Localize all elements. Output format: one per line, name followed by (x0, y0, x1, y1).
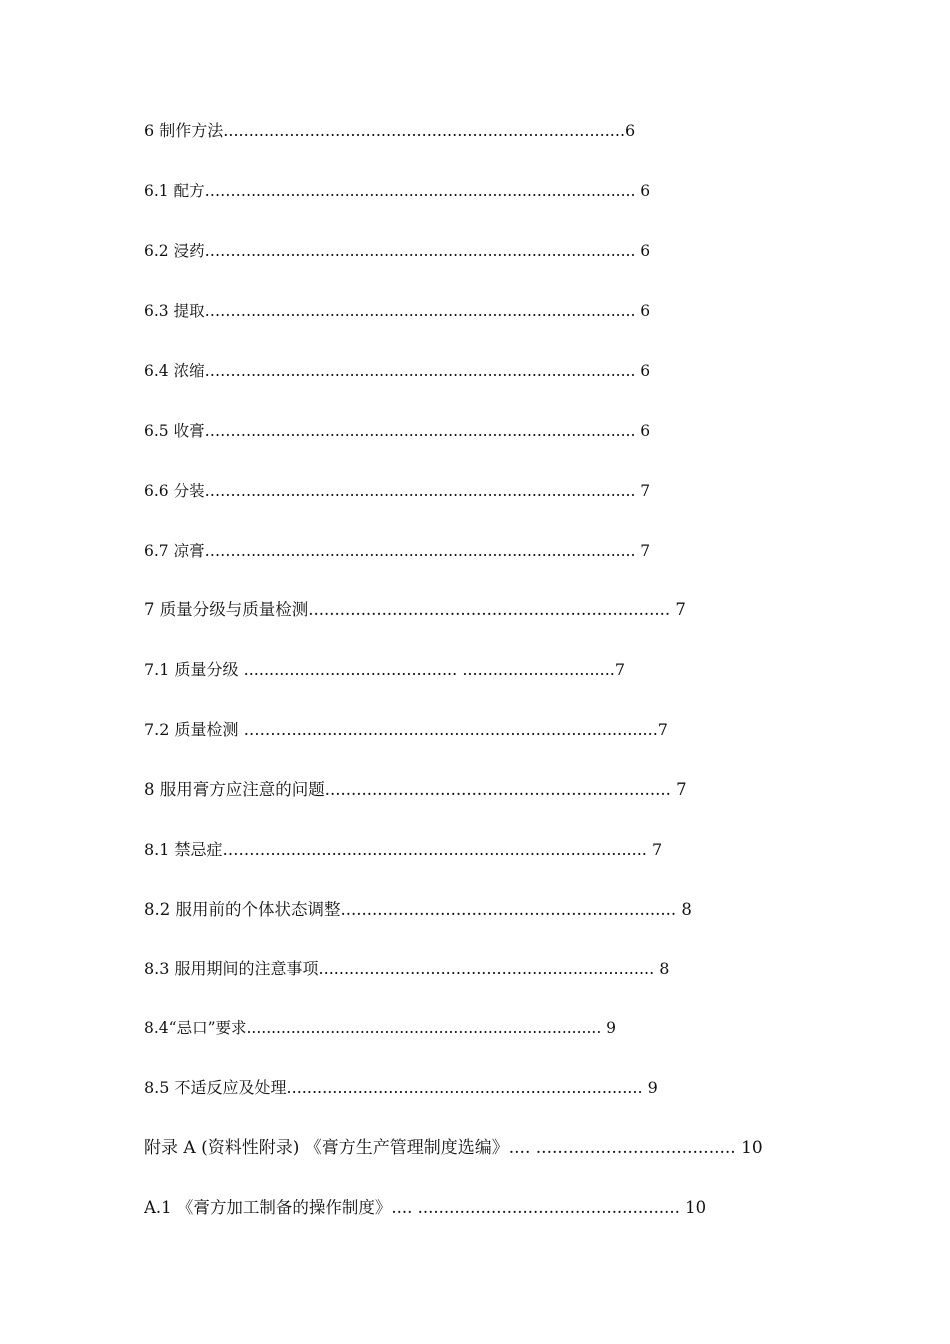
toc-entry-7-1[interactable]: 7.1 质量分级 .......................................... ..............................7 (144, 660, 626, 679)
toc-entry-6-6[interactable]: 6.6 分装……….............................................................................. 7 (144, 482, 651, 500)
toc-entry-8-3[interactable]: 8.3 服用期间的注意事项.................................................................. 8 (144, 959, 670, 978)
toc-entry-6-2[interactable]: 6.2 浸药……….............................................................................. 6 (144, 242, 651, 260)
toc-entry-8-4[interactable]: 8.4“忌口”要求........................................................................ 9 (144, 1019, 617, 1037)
toc-entry-6[interactable]: 6 制作方法...............................................................................6 (144, 121, 636, 140)
toc-entry-8-1[interactable]: 8.1 禁忌症……….......................................................................... 7 (144, 840, 662, 859)
toc-entry-appendix-a[interactable]: 附录 A (资料性附录) 《膏方生产管理制度选编》.... ..................................... 10 (144, 1138, 763, 1158)
toc-entry-7-2[interactable]: 7.2 质量检测 ………........................................................................7 (144, 720, 668, 739)
toc-entry-6-3[interactable]: 6.3 提取……….............................................................................. 6 (144, 302, 651, 320)
toc-entry-8-5[interactable]: 8.5 不适反应及处理...................................................................... 9 (144, 1078, 658, 1097)
toc-entry-7[interactable]: 7 质量分级与质量检测..................................................................... 7 (144, 600, 686, 619)
toc-entry-8-2[interactable]: 8.2 服用前的个体状态调整................................................................ 8 (144, 900, 692, 919)
toc-entry-6-1[interactable]: 6.1 配方……….............................................................................. 6 (144, 182, 651, 200)
toc-entry-6-5[interactable]: 6.5 收膏……….............................................................................. 6 (144, 422, 651, 440)
toc-entry-6-7[interactable]: 6.7 凉膏……….............................................................................. 7 (144, 542, 651, 560)
toc-entry-a-1[interactable]: A.1 《膏方加工制备的操作制度》.... .................................................. 10 (144, 1198, 707, 1217)
toc-entry-8[interactable]: 8 服用膏方应注意的问题.................................................................. 7 (144, 780, 687, 799)
toc-entry-6-4[interactable]: 6.4 浓缩……….............................................................................. 6 (144, 362, 651, 380)
